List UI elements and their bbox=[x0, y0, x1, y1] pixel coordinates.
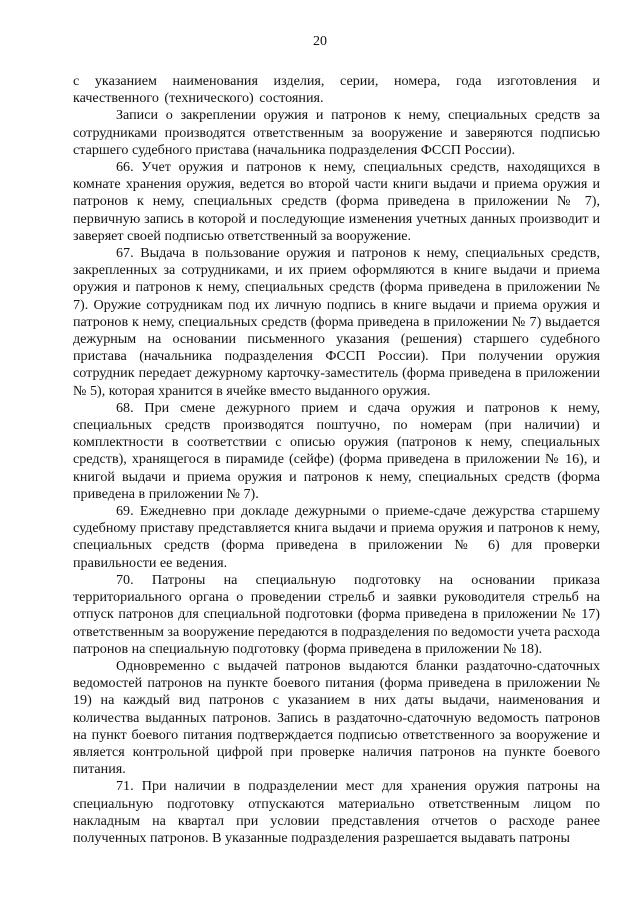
paragraph-weapon-assignment-records: Записи о закреплении оружия и патронов к нему, специальных средств за сотрудниками производятся ответственным за вооружение и заверяются подписью старшего судебного пристава (начальника подразделения ФССП России). bbox=[73, 107, 600, 158]
paragraph-70-continuation: Одновременно с выдачей патронов выдаются бланки раздаточно-сдаточных ведомостей патронов на пункте боевого питания (форма приведена в приложении № 19) на каждый вид патронов с указанием в них даты выдачи, наименования и количества выданных патронов. Запись в раздаточно-сдаточную ведомость патронов на пункт боевого питания подтверждается подписью ответственного за вооружение и является контрольной цифрой при проверке наличия патронов на пункте боевого питания. bbox=[73, 657, 600, 778]
document-body bbox=[73, 73, 600, 847]
paragraph-67: 67. Выдача в пользование оружия и патронов к нему, специальных средств, закрепленных за сотрудниками, и их прием оформляются в книге выдачи и приема оружия и патронов к нему, специальных средств (форма приведена в приложении № 7). Оружие сотрудникам под их личную подпись в книге выдачи и приема оружия и патронов к нему, специальных средств (форма приведена в приложении № 7) выдается дежурным на основании письменного указания (решения) старшего судебного пристава (начальника подразделения ФССП России). При получении оружия сотрудник передает дежурному карточку-заместитель (форма приведена в приложении № 5), которая хранится в ячейке вместо выданного оружия. bbox=[73, 245, 600, 399]
paragraph-69: 69. Ежедневно при докладе дежурными о приеме-сдаче дежурства старшему судебному приставу представляется книга выдачи и приема оружия и патронов к нему, специальных средств (форма приведена в приложении № 6) для проверки правильности ее ведения. bbox=[73, 503, 600, 571]
paragraph-66: 66. Учет оружия и патронов к нему, специальных средств, находящихся в комнате хранения оружия, ведется во второй части книги выдачи и приема оружия и патронов к нему, специальных средств (форма приведена в приложении № 7), первичную запись в которой и последующие изменения учетных данных производит и заверяет своей подписью ответственный за вооружение. bbox=[73, 159, 600, 244]
paragraph-68: 68. При смене дежурного прием и сдача оружия и патронов к нему, специальных средств производятся поштучно, по номерам (при наличии) и комплектности в соответствии с описью оружия (патронов к нему, специальных средств), хранящегося в пирамиде (сейфе) (форма приведена в приложении № 16), и книгой выдачи и приема оружия и патронов к нему, специальных средств (форма приведена в приложении № 7). bbox=[73, 399, 600, 502]
paragraph-71: 71. При наличии в подразделении мест для хранения оружия патроны на специальную подготовку отпускаются материально ответственным лицом по накладным на квартал при условии представления отчетов о расходе ранее полученных патронов. В указанные подразделения разрешается выдавать патроны bbox=[73, 778, 600, 846]
paragraph-continuation: с указанием наименования изделия, серии, номера, года изготовления и качественного (технического) состояния. bbox=[73, 73, 600, 107]
page-number: 20 bbox=[313, 34, 327, 49]
paragraph-70: 70. Патроны на специальную подготовку на основании приказа территориального органа о проведении стрельб и заявки руководителя стрельб на отпуск патронов для специальной подготовки (форма приведена в приложении № 17) ответственным за вооружение передаются в подразделения по ведомости учета расхода патронов на специальную подготовку (форма приведена в приложении № 18). bbox=[73, 571, 600, 657]
